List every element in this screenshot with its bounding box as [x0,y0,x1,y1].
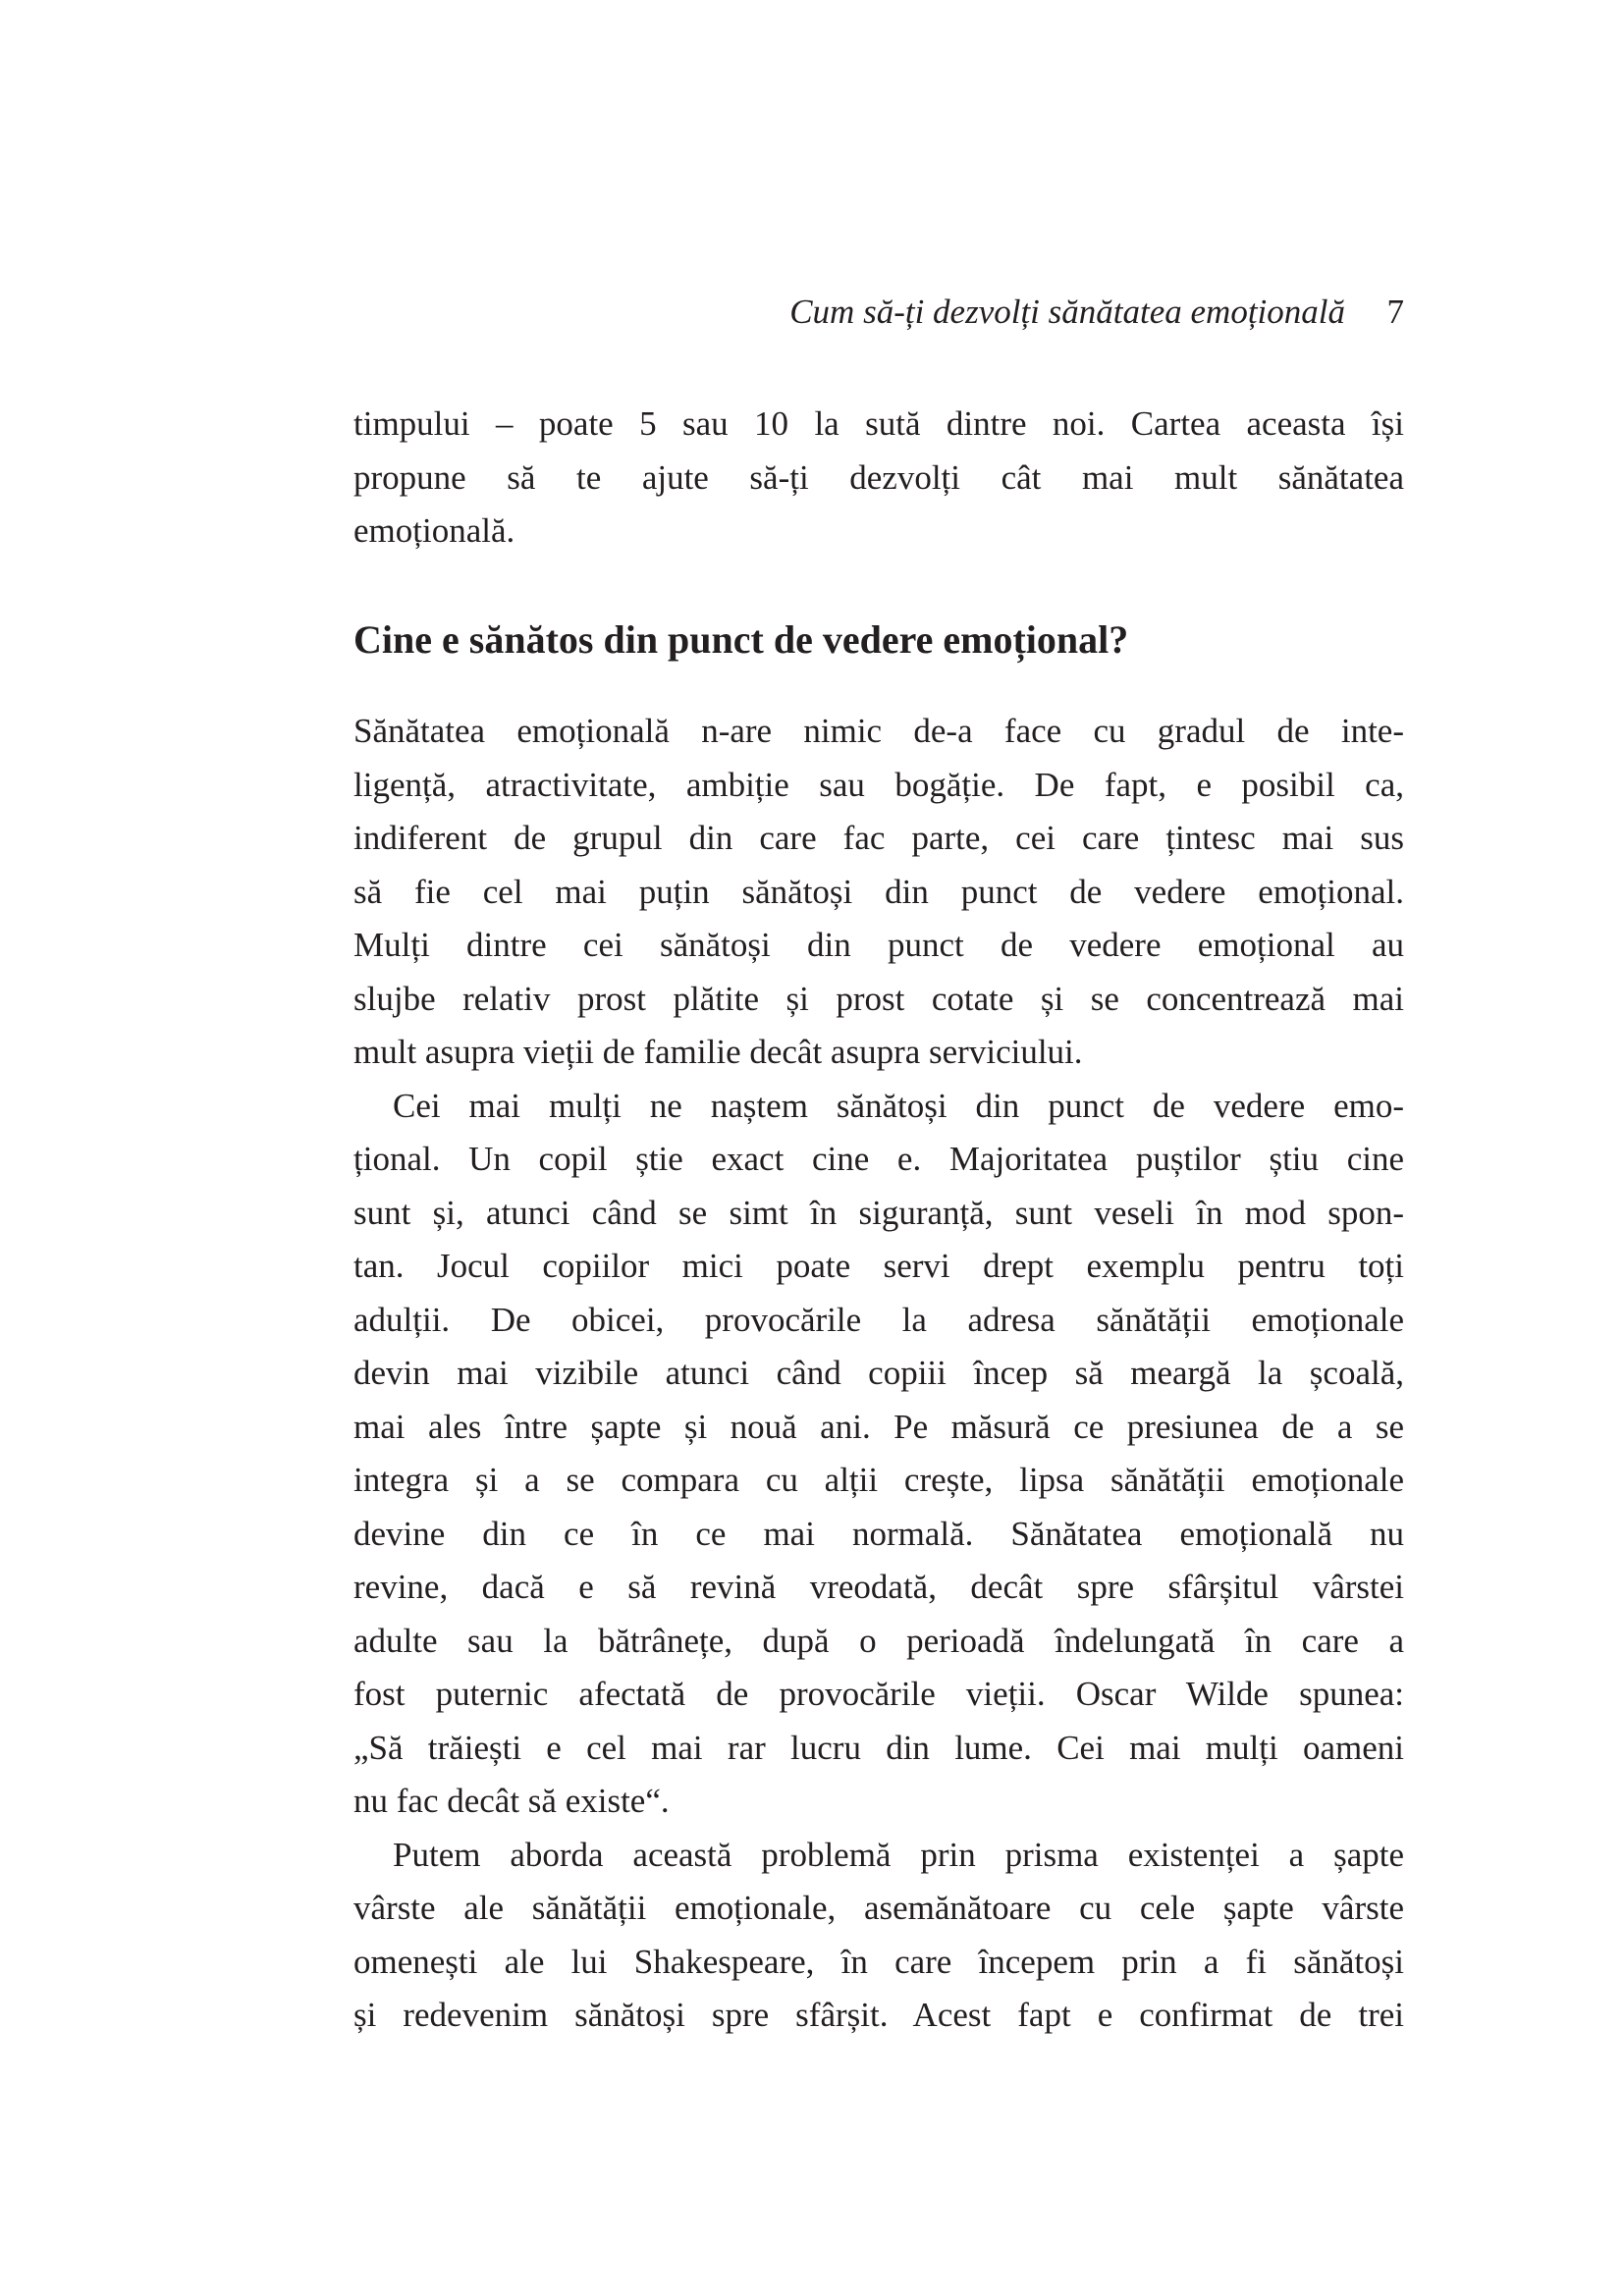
paragraph-2 [353,1080,1404,1829]
section-heading: Cine e sănătos din punct de vedere emoțional? [353,617,1129,662]
text-line: devin mai vizibile atunci când copiii încep să meargă la școală, [353,1354,1404,1392]
text-line: mult asupra vieții de familie decât asupra serviciului. [353,1033,1083,1071]
body-text [353,705,1404,2043]
text-line: și redevenim sănătoși spre sfârșit. Acest fapt e confirmat de trei [353,1996,1404,2034]
text-line: emoțională. [353,511,515,550]
text-line: slujbe relativ prost plătite și prost cotate și se concentrează mai [353,979,1404,1018]
text-line: adulții. De obicei, provocările la adresa sănătății emoționale [353,1300,1404,1339]
intro-paragraph [353,398,1404,559]
text-line: Putem aborda această problemă prin prisma existenței a șapte [393,1835,1404,1874]
text-line: țional. Un copil știe exact cine e. Majoritatea puștilor știu cine [353,1140,1404,1178]
text-line: omenești ale lui Shakespeare, în care începem prin a fi sănătoși [353,1942,1404,1981]
text-line: „Să trăiești e cel mai rar lucru din lume. Cei mai mulți oameni [353,1728,1404,1767]
paragraph-3 [353,1829,1404,2043]
text-line: mai ales între șapte și nouă ani. Pe măsură ce presiunea de a se [353,1407,1404,1446]
running-title: Cum să-ți dezvolți sănătatea emoțională [789,293,1345,331]
text-line: revine, dacă e să revină vreodată, decât spre sfârșitul vârstei [353,1568,1404,1606]
text-line: vârste ale sănătății emoționale, asemănătoare cu cele șapte vârste [353,1889,1404,1927]
text-line: fost puternic afectată de provocările vieții. Oscar Wilde spunea: [353,1675,1404,1713]
text-line: sunt și, atunci când se simt în siguranță, sunt veseli în mod spon- [353,1193,1404,1232]
text-line: timpului – poate 5 sau 10 la sută dintre noi. Cartea aceasta își [353,404,1404,443]
text-line: indiferent de grupul din care fac parte, cei care țintesc mai sus [353,819,1404,857]
text-line: să fie cel mai puțin sănătoși din punct de vedere emoțional. [353,872,1404,911]
text-line: integra și a se compara cu alții crește, lipsa sănătății emoționale [353,1461,1404,1499]
text-line: ligență, atractivitate, ambiție sau bogăție. De fapt, e posibil ca, [353,765,1404,804]
text-line: devine din ce în ce mai normală. Sănătatea emoțională nu [353,1514,1404,1553]
text-line: tan. Jocul copiilor mici poate servi drept exemplu pentru toți [353,1247,1404,1285]
running-header [353,293,1404,342]
text-line: nu fac decât să existe“. [353,1782,670,1820]
paragraph-1 [353,705,1404,1080]
text-line: Mulți dintre cei sănătoși din punct de vedere emoțional au [353,926,1404,964]
text-line: propune să te ajute să-ți dezvolți cât mai mult sănătatea [353,457,1404,497]
text-line: Sănătatea emoțională n-are nimic de-a face cu gradul de inte- [353,712,1404,750]
text-line: Cei mai mulți ne naștem sănătoși din punct de vedere emo- [393,1086,1404,1125]
text-line: adulte sau la bătrânețe, după o perioadă îndelungată în care a [353,1621,1404,1660]
page-number: 7 [1386,293,1404,331]
